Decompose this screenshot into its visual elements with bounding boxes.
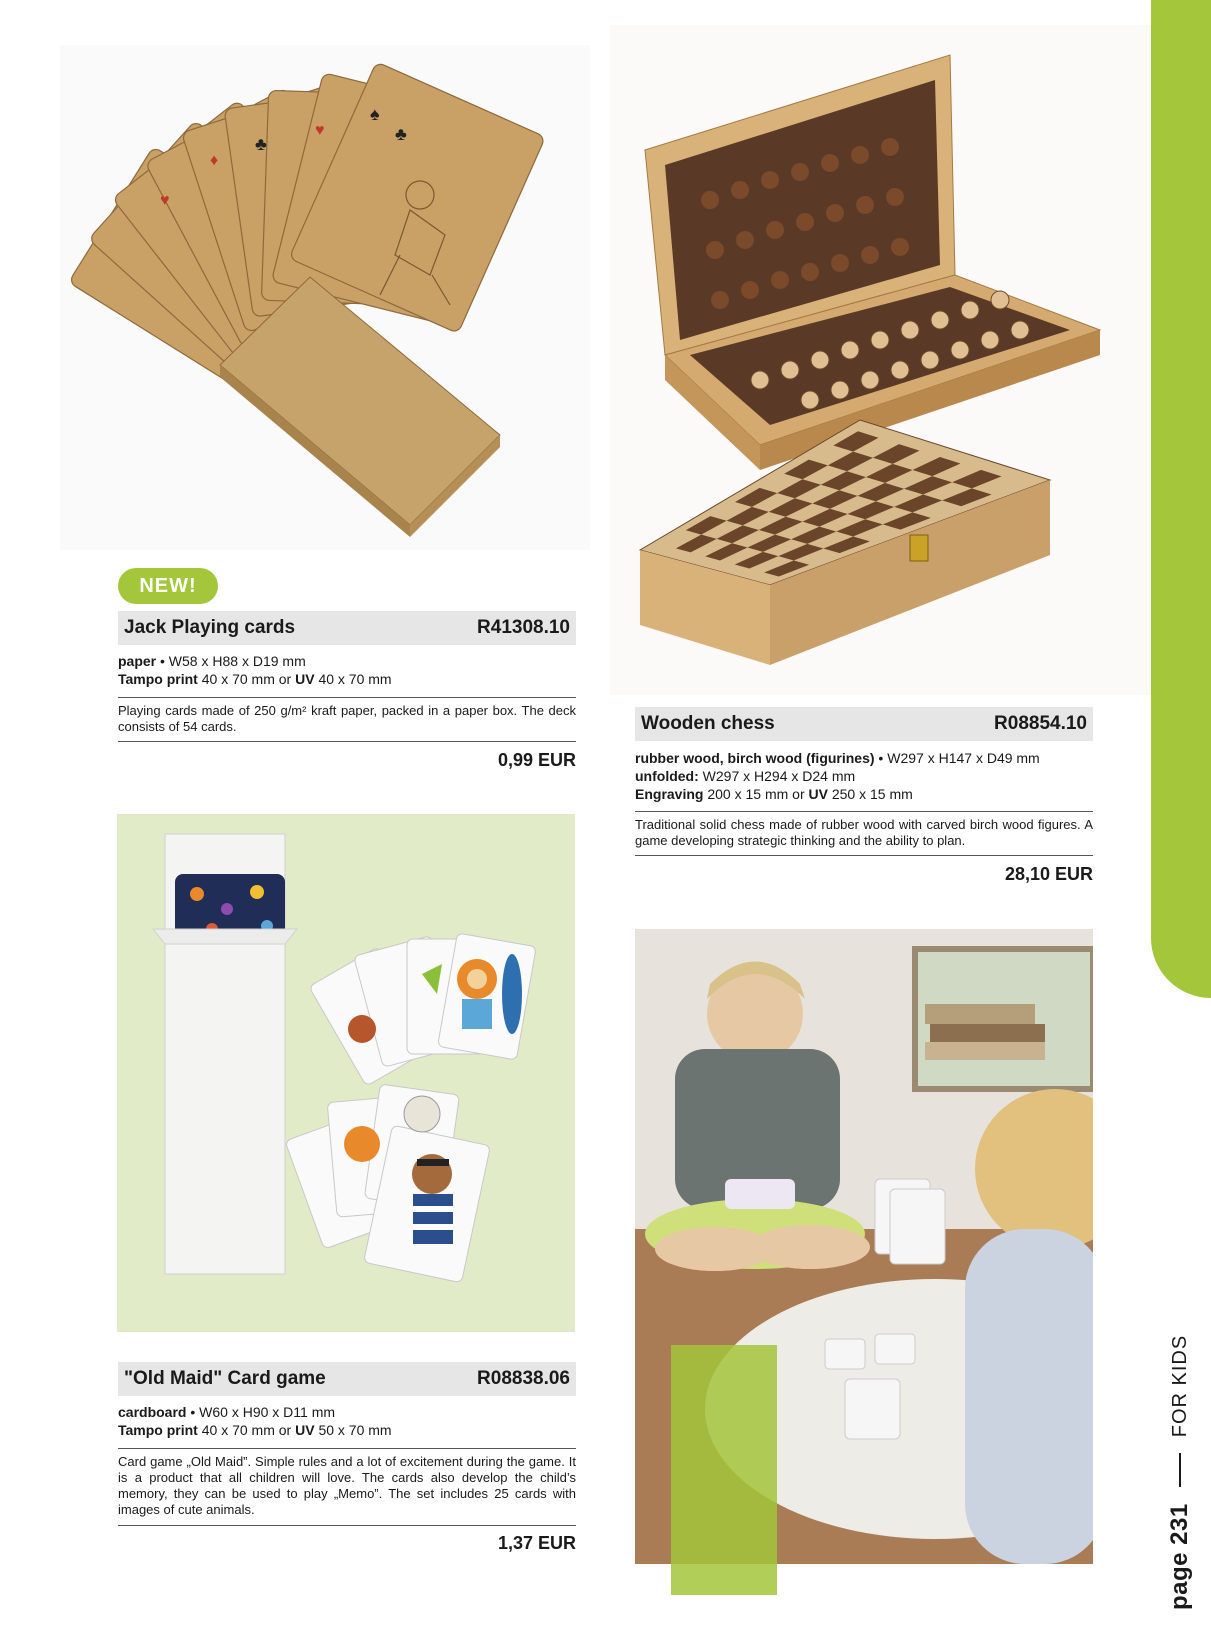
product-specs — [118, 652, 576, 688]
svg-text:♣: ♣ — [395, 124, 407, 144]
divider — [1179, 1453, 1181, 1487]
page-footer-label — [1160, 1290, 1200, 1610]
wooden-chess-photo — [610, 25, 1150, 695]
product-title-bar — [635, 707, 1093, 741]
section-name: FOR KIDS — [1168, 1334, 1191, 1438]
product-specs — [635, 749, 1105, 803]
product-title-bar — [118, 1362, 576, 1396]
product-code: R08854.10 — [994, 713, 1087, 734]
page-number: page 231 — [1166, 1503, 1193, 1610]
accent-bar — [671, 1345, 777, 1595]
print-method: Tampo print — [118, 1422, 198, 1438]
product-code: R41308.10 — [477, 617, 570, 638]
print-method: Engraving — [635, 786, 704, 802]
print-method-2: UV — [808, 786, 828, 802]
print-method-2: UV — [295, 1422, 315, 1438]
product-price: 1,37 EUR — [497, 1533, 576, 1553]
playing-cards-photo — [60, 45, 590, 550]
product-price: 28,10 EUR — [1004, 864, 1093, 884]
svg-text:♣: ♣ — [255, 134, 267, 154]
product-code: R08838.06 — [477, 1368, 570, 1389]
product-description: Playing cards made of 250 g/m² kraft paper, packed in a paper box. The deck consists of 54 cards. — [118, 703, 576, 734]
unfolded-label: unfolded: — [635, 768, 699, 784]
print-size: 200 x 15 mm or — [703, 786, 809, 802]
svg-text:♠: ♠ — [370, 104, 380, 124]
product-name: Wooden chess — [641, 713, 775, 734]
print-method: Tampo print — [118, 671, 198, 687]
svg-text:♥: ♥ — [160, 192, 170, 209]
product-title-bar — [118, 611, 576, 645]
dimensions: • W297 x H147 x D49 mm — [874, 750, 1040, 766]
svg-text:♦: ♦ — [210, 152, 219, 169]
product-price: 0,99 EUR — [497, 750, 576, 770]
material: rubber wood, birch wood (figurines) — [635, 750, 875, 766]
print-size-2: 40 x 70 mm — [314, 671, 392, 687]
section-tab — [1151, 0, 1211, 998]
old-maid-cards-photo — [117, 814, 575, 1332]
divider — [118, 1448, 576, 1449]
divider — [118, 1525, 576, 1526]
divider — [118, 741, 576, 742]
product-specs — [118, 1403, 576, 1439]
unfolded-dimensions: W297 x H294 x D24 mm — [698, 768, 856, 784]
svg-text:♥: ♥ — [315, 122, 325, 139]
print-size-2: 250 x 15 mm — [827, 786, 913, 802]
dimensions: • W58 x H88 x D19 mm — [156, 653, 306, 669]
divider — [635, 811, 1093, 812]
material: paper — [118, 653, 157, 669]
product-name: "Old Maid" Card game — [124, 1368, 326, 1389]
divider — [635, 855, 1093, 856]
print-size-2: 50 x 70 mm — [314, 1422, 392, 1438]
divider — [118, 697, 576, 698]
material: cardboard — [118, 1404, 187, 1420]
product-description: Card game „Old Maid”. Simple rules and a lot of excitement during the game. It is a product that all children will love. The cards also develop the child’s memory, they can be used to play „Memo”. The set includes 25 cards with images of cute animals. — [118, 1454, 576, 1517]
product-description: Traditional solid chess made of rubber wood with carved birch wood figures. A game developing strategic thinking and the ability to plan. — [635, 817, 1093, 848]
print-size: 40 x 70 mm or — [197, 671, 296, 687]
new-badge: NEW! — [118, 568, 218, 604]
print-size: 40 x 70 mm or — [197, 1422, 296, 1438]
product-name: Jack Playing cards — [124, 617, 296, 638]
print-method-2: UV — [295, 671, 315, 687]
dimensions: • W60 x H90 x D11 mm — [186, 1404, 336, 1420]
